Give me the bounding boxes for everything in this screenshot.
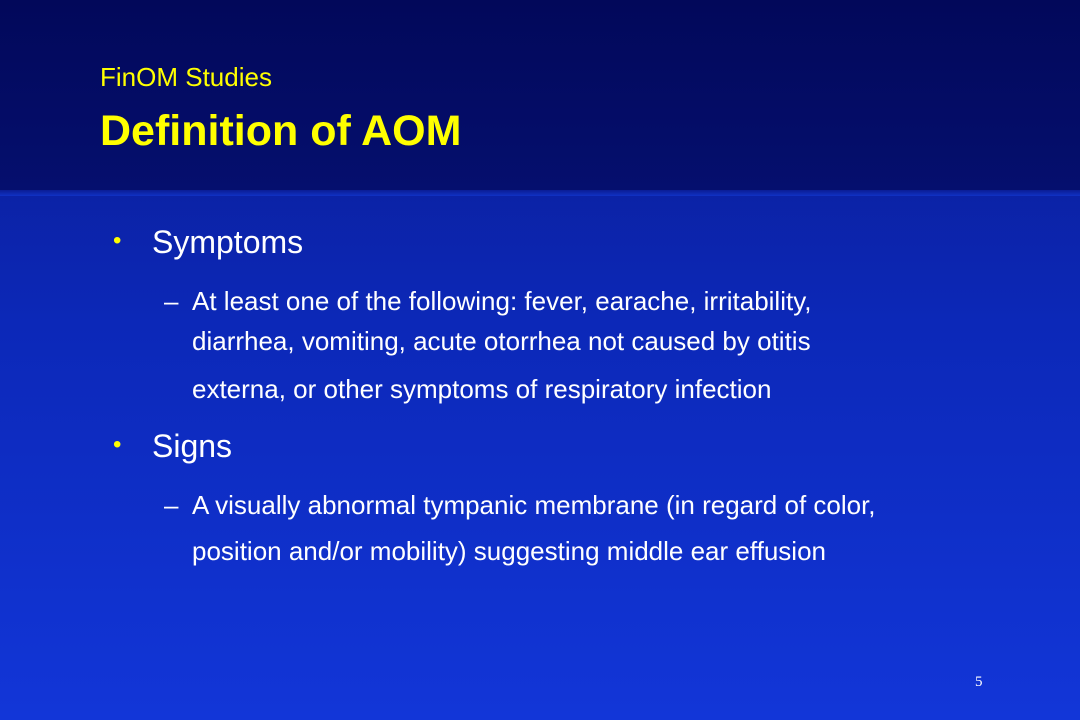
section-heading-signs: Signs bbox=[152, 428, 233, 464]
symptoms-line-3: externa, or other symptoms of respiratory infection bbox=[192, 374, 772, 404]
symptoms-line-2: diarrhea, vomiting, acute otorrhea not caused by otitis bbox=[192, 326, 811, 356]
page-number: 5 bbox=[975, 674, 983, 690]
signs-line-1: A visually abnormal tympanic membrane (in regard of color, bbox=[192, 490, 876, 520]
section-heading-symptoms: Symptoms bbox=[152, 224, 304, 260]
signs-line-2: position and/or mobility) suggesting middle ear effusion bbox=[192, 536, 826, 566]
symptoms-line-1: At least one of the following: fever, earache, irritability, bbox=[192, 286, 812, 316]
slide-subtitle: FinOM Studies bbox=[100, 62, 272, 92]
bullet-icon: • bbox=[113, 227, 122, 254]
bullet-icon: • bbox=[113, 431, 122, 458]
dash-marker: – bbox=[164, 490, 179, 520]
slide-title: Definition of AOM bbox=[100, 107, 462, 155]
dash-marker: – bbox=[164, 286, 179, 316]
